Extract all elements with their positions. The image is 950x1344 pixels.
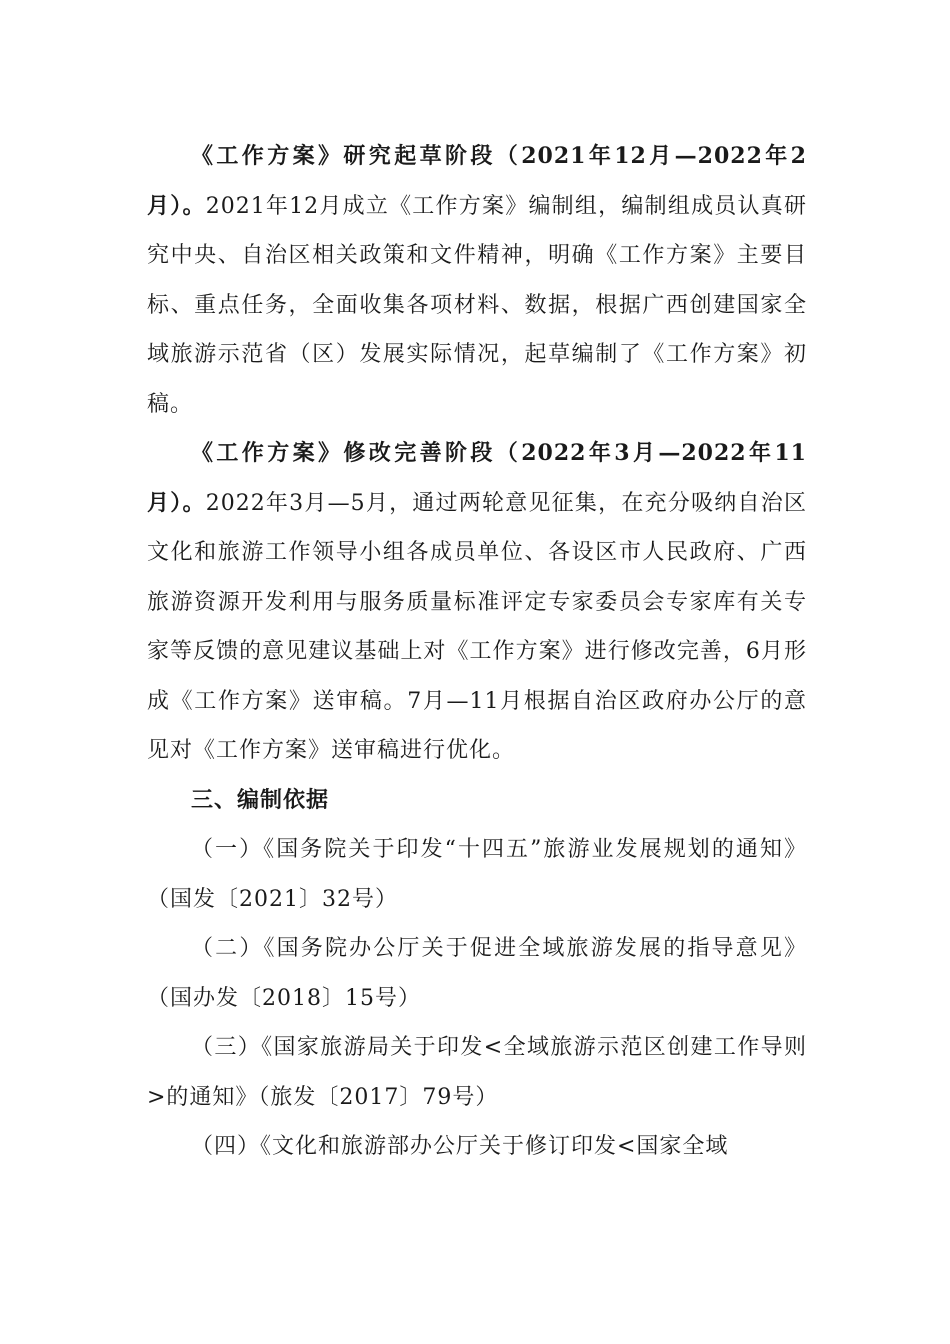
basis-item: （二）《国务院办公厅关于促进全域旅游发展的指导意见》（国办发〔2018〕15号） [147, 936, 807, 1011]
paragraph-revision-stage [147, 429, 807, 776]
paragraph-drafting-stage [147, 132, 807, 429]
paragraph-body: 2021年12月成立《工作方案》编制组，编制组成员认真研究中央、自治区相关政策和文件精神，明确《工作方案》主要目标、重点任务，全面收集各项材料、数据，根据广西创建国家全域旅游示范省（区）发展实际情况，起草编制了《工作方案》初稿。 [147, 193, 807, 417]
paragraph-body: 2022年3月—5月，通过两轮意见征集，在充分吸纳自治区文化和旅游工作领导小组各成员单位、各设区市人民政府、广西旅游资源开发利用与服务质量标准评定专家委员会专家库有关专家等反馈的意见建议基础上对《工作方案》进行修改完善，6月形成《工作方案》送审稿。7月—11月根据自治区政府办公厅的意见对《工作方案》送审稿进行优化。 [147, 490, 807, 763]
document-page [147, 132, 807, 1172]
section-heading: 三、编制依据 [191, 787, 330, 813]
basis-item: （四）《文化和旅游部办公厅关于修订印发<国家全域 [191, 1134, 729, 1159]
basis-item: （一）《国务院关于印发“十四五”旅游业发展规划的通知》（国发〔2021〕32号） [147, 837, 807, 912]
basis-item: （三）《国家旅游局关于印发<全域旅游示范区创建工作导则>的通知》（旅发〔2017〕79号） [147, 1035, 807, 1110]
paragraph-lead: 《工作方案》研究起草阶段（2021年12月—2022年2月）。 [147, 143, 807, 219]
paragraph-lead: 《工作方案》修改完善阶段（2022年3月—2022年11月）。 [147, 440, 807, 516]
